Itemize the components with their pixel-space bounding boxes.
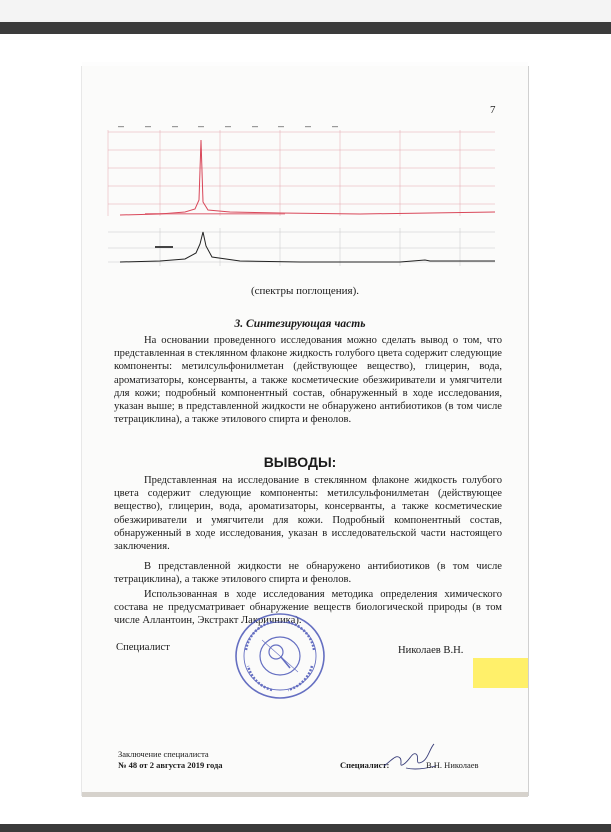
footer-document-info (118, 749, 223, 771)
black-spectrum-line (120, 232, 495, 262)
section-title: 3. Синтезирующая часть (234, 318, 366, 330)
yellow-highlight (473, 658, 528, 688)
footer-doc-number: № 48 от 2 августа 2019 года (118, 760, 223, 770)
page-bottom-edge (82, 792, 528, 797)
viewer-top-area (0, 0, 611, 22)
specialist-name: Николаев В.Н. (398, 645, 464, 656)
conclusion-paragraph-2: В представленной жидкости не обнаружено антибиотиков (в том числе тетрациклина), а также этилового спирта и фенолов. (114, 561, 502, 586)
absorption-spectra-image (100, 120, 500, 280)
viewer-top-bar (0, 22, 611, 34)
spectra-caption: (спектры поглощения). (250, 285, 360, 297)
footer-doc-type: Заключение специалиста (118, 749, 209, 759)
conclusion-paragraph-3: Использованная в ходе исследования методика определения химического состава не предусматривает обнаружение веществ биологической природы (в том числе Аллантоин, Экстракт Лакричника). (114, 589, 502, 627)
footer-specialist-label: Специалист: (340, 760, 390, 770)
page-number: 7 (490, 104, 496, 116)
viewer-bottom-bar (0, 824, 611, 832)
footer-specialist-name: В.Н. Николаев (426, 760, 479, 770)
conclusions-title: ВЫВОДЫ: (263, 454, 337, 470)
synthesis-paragraph: На основании проведенного исследования можно сделать вывод о том, что представленная в стеклянном флаконе жидкость голубого цвета содержит следующие компоненты: метилсульфонилметан (действующее вещество), глицерин, вода, ароматизаторы, консерванты, а также косметические обезжириватели и умягчители для кожи; подробный компонентный состав, обнаруженный в ходе исследования, указан выше; в представленной жидкости не обнаружено антибиотиков (в том числе тетрациклина), а также этилового спирта и фенолов. (114, 335, 502, 426)
conclusion-paragraph-1: Представленная на исследование в стеклянном флаконе жидкость голубого цвета содержит следующие компоненты: метилсульфонилметан (действующее вещество), глицерин, вода, ароматизаторы, консерванты, а также косметические обезжириватели и умягчители для кожи. Подробный компонентный состав, обнаруженный в ходе исследования, указан в исследовательской части настоящего заключения. (114, 475, 502, 553)
red-spectrum-plot (108, 130, 495, 216)
specialist-role: Специалист (116, 642, 170, 653)
red-spectrum-ticks (118, 126, 338, 127)
official-stamp-icon (232, 610, 328, 702)
